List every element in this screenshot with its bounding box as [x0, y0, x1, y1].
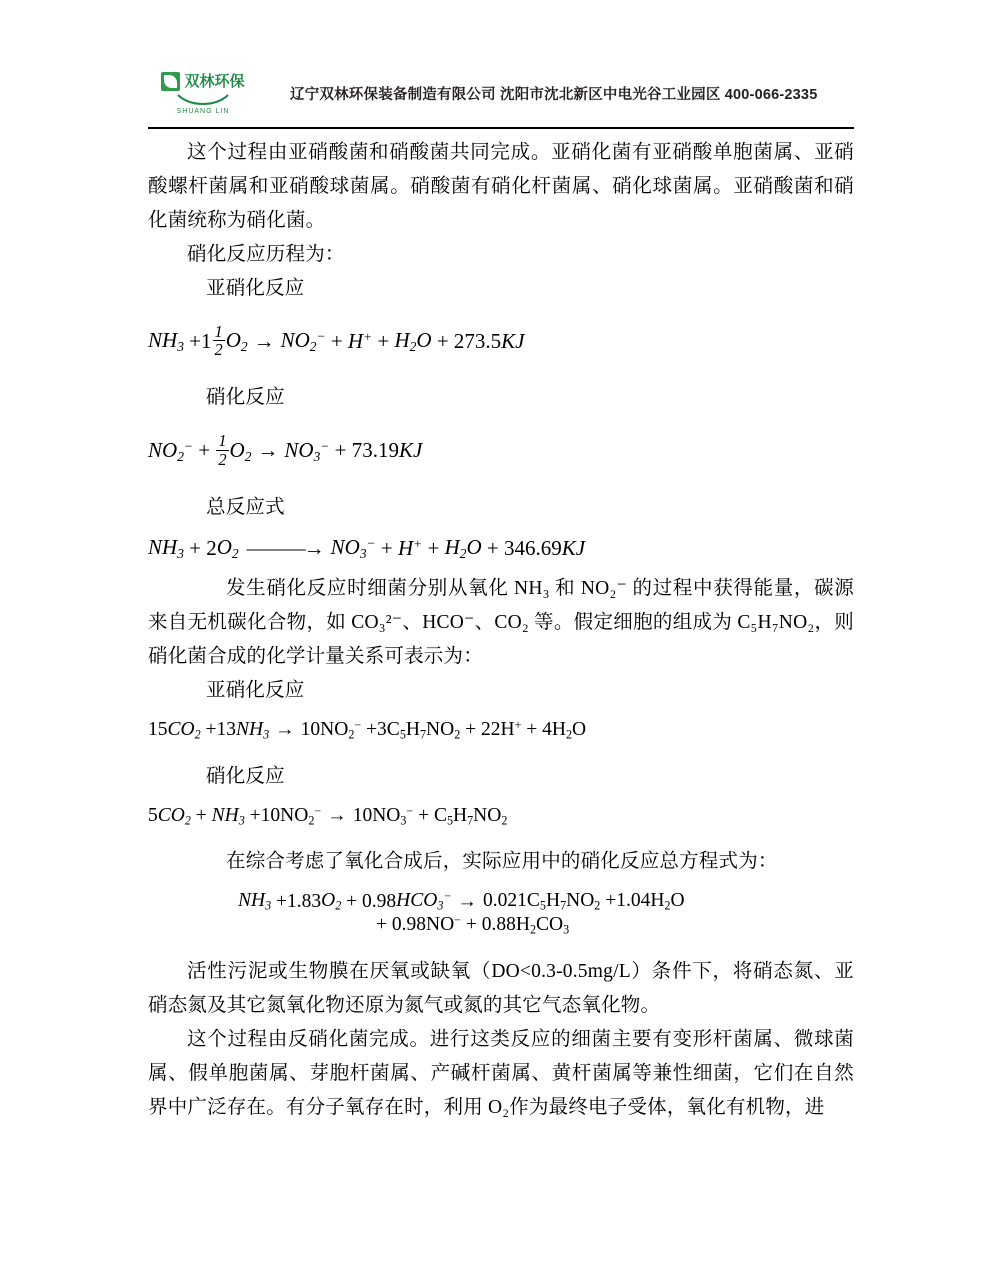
- paragraph-6: 这个过程由反硝化菌完成。进行这类反应的细菌主要有变形杆菌属、微球菌属、假单胞菌属、芽胞杆菌属、产碱杆菌属、黄杆菌属等兼性细菌，它们在自然界中广泛存在。有分子氧存在时，利用 O₂作为最终电子受体，氧化有机物，进: [148, 1029, 854, 1119]
- company-info-line: 辽宁双林环保装备制造有限公司 沈阳市沈北新区中电光谷工业园区 400-066-2335: [290, 86, 818, 103]
- header-divider: [148, 127, 854, 129]
- label-nitrite-reaction-1: 亚硝化反应: [206, 278, 305, 299]
- label-nitrate-reaction-2: 硝化反应: [206, 765, 285, 787]
- equation-4: 15 $CO_2$ +13 $NH_3$ → $10NO_2^-$ $+3C_5H_7NO_2$ + 22H+ + $4H_2O$: [148, 717, 587, 742]
- equation-6-line1: $NH_3$ +1.83 $O_2$ + 0.98 $HCO_3^-$ → $0.021C_5H_7NO_2 +1.04H_2O$: [238, 889, 685, 913]
- paragraph-5: 活性污泥或生物膜在厌氧或缺氧（DO<0.3-0.5mg/L）条件下，将硝态氮、亚硝态氮及其它氮氧化物还原为氮气或氮的其它气态氧化物。: [148, 961, 854, 1017]
- logo-arc-icon: [176, 93, 230, 107]
- paragraph-1: 这个过程由亚硝酸菌和硝酸菌共同完成。亚硝化菌有亚硝酸单胞菌属、亚硝酸螺杆菌属和亚硝酸球菌属。硝酸菌有硝化杆菌属、硝化球菌属。亚硝酸菌和硝化菌统称为硝化菌。: [148, 142, 854, 231]
- label-nitrite-reaction-2: 亚硝化反应: [206, 679, 305, 701]
- equation-5: 5 $CO_2$ + $NH_3$ +10 $NO_2^-$ → $10NO_3^-$ + $C_5H_7NO_2$: [148, 803, 508, 827]
- label-total-reaction: 总反应式: [206, 496, 285, 518]
- page-header: [148, 62, 852, 124]
- equation-2: $NO_2^-$ + $\frac{1}{2}$ $O_2$ → $NO_3^-$ + 73.19 KJ: [148, 431, 423, 469]
- document-body: [148, 136, 854, 1125]
- equation-6-line2: + $0.98NO^- + 0.88H_2CO_3$: [376, 913, 570, 937]
- company-logo: [148, 72, 258, 115]
- equation-1: $NH_3$ +1 $\frac{1}{2}$ $O_2$ → $NO_2^-$ + H+ + $H_2O$ + 273.5 KJ: [148, 322, 525, 360]
- logo-top-row: [161, 72, 244, 91]
- logo-brand-en: SHUANG LIN: [176, 107, 230, 115]
- equation-3: $NH_3$ + 2 $O_2$ ———→ $NO_3^-$ + H+ + $H_2O$ + 346.69 KJ: [148, 534, 586, 561]
- paragraph-4: 在综合考虑了氧化合成后，实际应用中的硝化反应总方程式为：: [226, 851, 778, 873]
- logo-brand-cn: 双林环保: [184, 72, 245, 90]
- leaf-square-icon: [161, 72, 180, 91]
- paragraph-2: 硝化反应历程为：: [187, 244, 345, 265]
- label-nitrate-reaction-1: 硝化反应: [206, 387, 285, 409]
- paragraph-3: 发生硝化反应时细菌分别从氧化 NH₃ 和 NO₂⁻ 的过程中获得能量，碳源来自无机碳化合物，如 CO₃²⁻、HCO⁻、CO₂ 等。假定细胞的组成为 C₅H₇NO₂，则硝化菌合成的化学计量关系可表示为：: [148, 577, 854, 667]
